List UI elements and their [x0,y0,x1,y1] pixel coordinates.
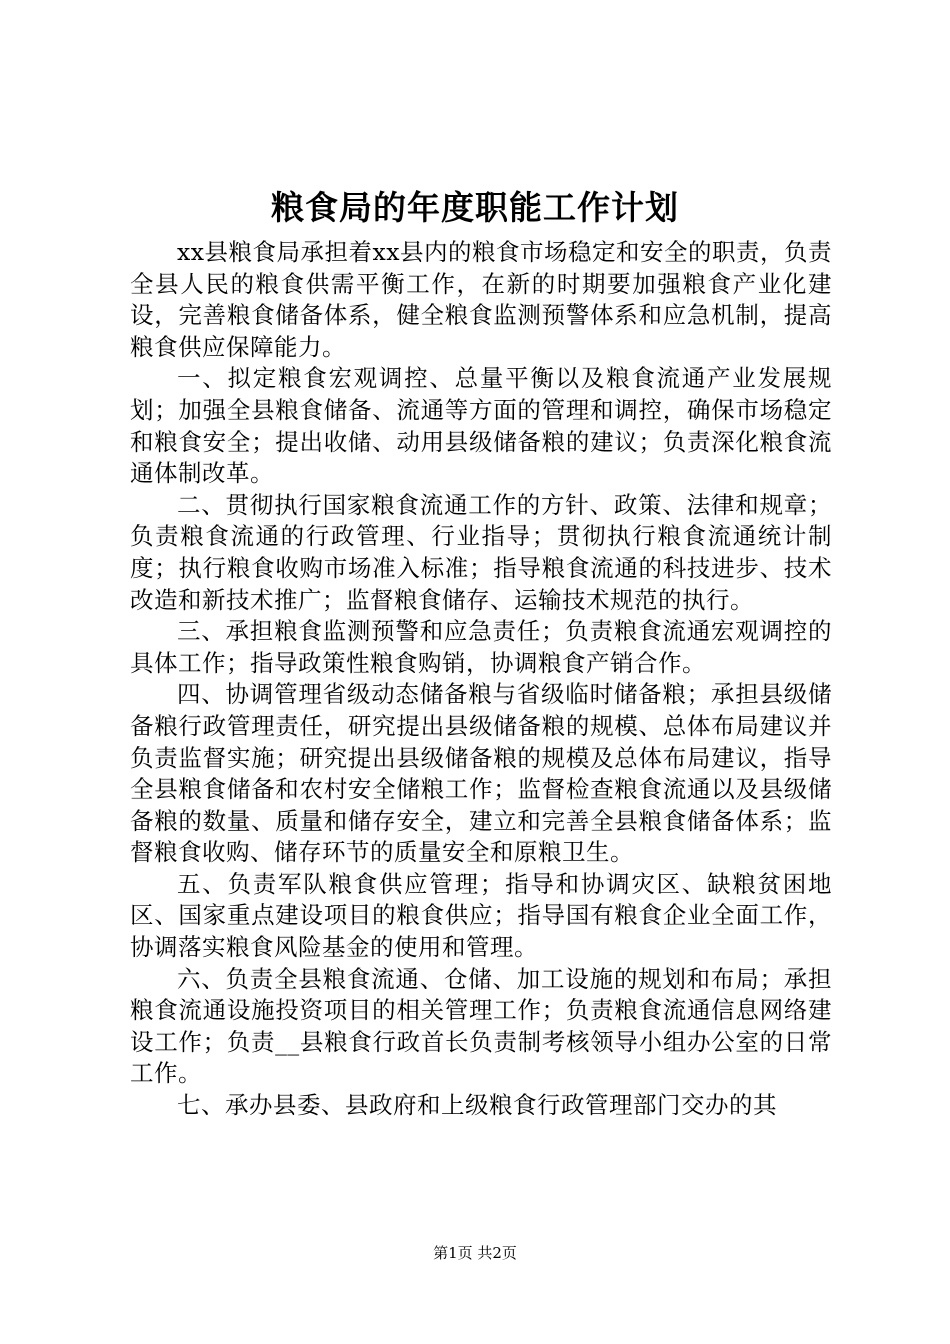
paragraph-item-6: 六、负责全县粮食流通、仓储、加工设施的规划和布局；承担粮食流通设施投资项目的相关管理工作；负责粮食流通信息网络建设工作；负责__县粮食行政首长负责制考核领导小组办公室的日常工作。 [130,964,832,1088]
paragraph-item-7: 七、承办县委、县政府和上级粮食行政管理部门交办的其 [177,1091,777,1120]
page-footer [0,1243,950,1263]
document-body [130,237,832,1122]
paragraph-item-4: 四、协调管理省级动态储备粮与省级临时储备粮；承担县级储备粮行政管理责任，研究提出县级储备粮的规模、总体布局建议并负责监督实施；研究提出县级储备粮的规模及总体布局建议，指导全县粮食储备和农村安全储粮工作；监督检查粮食流通以及县级储备粮的数量、质量和储存安全，建立和完善全县粮食储备体系；监督粮食收购、储存环节的质量安全和原粮卫生。 [130,680,832,867]
intro-paragraph: xx县粮食局承担着xx县内的粮食市场稳定和安全的职责，负责全县人民的粮食供需平衡工作，在新的时期要加强粮食产业化建设，完善粮食储备体系，健全粮食监测预警体系和应急机制，提高粮食供应保障能力。 [130,238,833,361]
paragraph-item-2: 二、贯彻执行国家粮食流通工作的方针、政策、法律和规章；负责粮食流通的行政管理、行业指导；贯彻执行粮食流通统计制度；执行粮食收购市场准入标准；指导粮食流通的科技进步、技术改造和新技术推广；监督粮食储存、运输技术规范的执行。 [130,490,832,614]
paragraph-item-3: 三、承担粮食监测预警和应急责任；负责粮食流通宏观调控的具体工作；指导政策性粮食购销，协调粮食产销合作。 [130,617,832,677]
page-indicator: 第1页 共2页 [433,1244,517,1262]
paragraph-item-5: 五、负责军队粮食供应管理；指导和协调灾区、缺粮贫困地区、国家重点建设项目的粮食供应；指导国有粮食企业全面工作，协调落实粮食风险基金的使用和管理。 [130,869,832,962]
document-title: 粮食局的年度职能工作计划 [271,188,679,227]
paragraph-item-1: 一、拟定粮食宏观调控、总量平衡以及粮食流通产业发展规划；加强全县粮食储备、流通等方面的管理和调控，确保市场稳定和粮食安全；提出收储、动用县级储备粮的建议；负责深化粮食流通体制改革。 [130,364,832,488]
